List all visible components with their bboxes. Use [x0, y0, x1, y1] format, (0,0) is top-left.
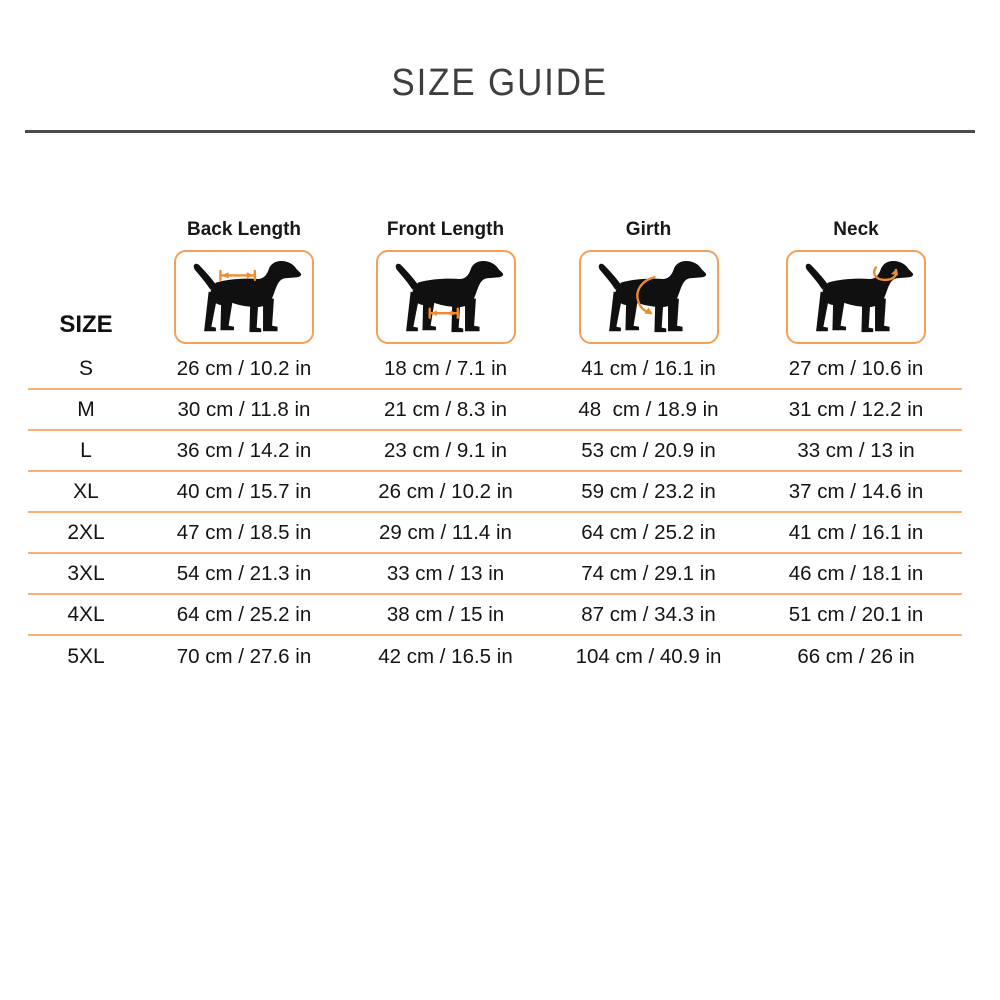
- column-girth: [547, 219, 750, 349]
- girth-value: 74 cm / 29.1 in: [581, 561, 716, 585]
- size-value: 4XL: [67, 602, 105, 626]
- dog-silhouette-icon: [194, 261, 301, 332]
- girth-illustration: [579, 250, 719, 344]
- back-length-value: 26 cm / 10.2 in: [176, 356, 312, 380]
- table-row: [28, 554, 962, 595]
- size-column-header: SIZE: [59, 311, 113, 338]
- size-value: L: [80, 438, 92, 462]
- front-length-value: 42 cm / 16.5 in: [378, 644, 513, 668]
- neck-value: 66 cm / 26 in: [797, 644, 915, 668]
- table-row: [28, 636, 962, 677]
- table-row: [28, 349, 962, 390]
- title-divider: [25, 130, 975, 133]
- neck-value: 31 cm / 12.2 in: [788, 397, 924, 421]
- neck-value: 27 cm / 10.6 in: [788, 356, 924, 380]
- neck-illustration: [786, 250, 926, 344]
- column-back-length: [144, 219, 344, 349]
- size-value: M: [77, 397, 95, 421]
- table-row: [28, 513, 962, 554]
- girth-label: Girth: [625, 219, 672, 240]
- front-length-value: 23 cm / 9.1 in: [383, 438, 508, 462]
- back-length-value: 30 cm / 11.8 in: [177, 397, 311, 421]
- front-length-value: 21 cm / 8.3 in: [383, 397, 508, 421]
- back-length-illustration: [174, 250, 314, 344]
- neck-label: Neck: [833, 219, 879, 240]
- dog-silhouette-icon: [598, 261, 705, 332]
- neck-value: 41 cm / 16.1 in: [788, 520, 924, 544]
- size-value: S: [78, 356, 93, 380]
- front-length-value: 29 cm / 11.4 in: [379, 520, 512, 544]
- front-length-illustration: [376, 250, 516, 344]
- back-length-value: 64 cm / 25.2 in: [176, 602, 312, 626]
- back-length-value: 54 cm / 21.3 in: [176, 561, 312, 585]
- back-length-value: 40 cm / 15.7 in: [176, 479, 312, 503]
- front-length-value: 18 cm / 7.1 in: [383, 356, 508, 380]
- neck-value: 51 cm / 20.1 in: [788, 602, 924, 626]
- size-value: 2XL: [67, 520, 105, 544]
- table-row: [28, 595, 962, 636]
- girth-value: 64 cm / 25.2 in: [581, 520, 716, 544]
- neck-value: 46 cm / 18.1 in: [788, 561, 924, 585]
- table-row: [28, 390, 962, 431]
- neck-value: 33 cm / 13 in: [797, 438, 915, 462]
- back-length-value: 70 cm / 27.6 in: [176, 644, 312, 668]
- front-length-value: 38 cm / 15 in: [386, 602, 505, 626]
- size-value: XL: [73, 479, 99, 503]
- column-front-length: [344, 219, 547, 349]
- front-length-value: 26 cm / 10.2 in: [378, 479, 513, 503]
- neck-value: 37 cm / 14.6 in: [788, 479, 924, 503]
- girth-value: 41 cm / 16.1 in: [581, 356, 716, 380]
- back-length-value: 47 cm / 18.5 in: [176, 520, 312, 544]
- front-length-label: Front Length: [386, 219, 505, 240]
- girth-value: 104 cm / 40.9 in: [575, 644, 722, 668]
- column-neck: [750, 219, 962, 349]
- size-value: 3XL: [67, 561, 105, 585]
- back-length-value: 36 cm / 14.2 in: [176, 438, 312, 462]
- table-header-row: [28, 219, 962, 349]
- table-row: [28, 431, 962, 472]
- girth-value: 53 cm / 20.9 in: [581, 438, 716, 462]
- size-value: 5XL: [67, 644, 105, 668]
- page-title: SIZE GUIDE: [391, 62, 609, 104]
- girth-value: 59 cm / 23.2 in: [581, 479, 716, 503]
- back-length-arrow-icon: [220, 271, 254, 280]
- dog-silhouette-icon: [395, 261, 502, 332]
- girth-value: 48 cm / 18.9 in: [578, 397, 719, 421]
- back-length-label: Back Length: [186, 219, 302, 240]
- girth-value: 87 cm / 34.3 in: [581, 602, 716, 626]
- table-row: [28, 472, 962, 513]
- front-length-value: 33 cm / 13 in: [386, 561, 505, 585]
